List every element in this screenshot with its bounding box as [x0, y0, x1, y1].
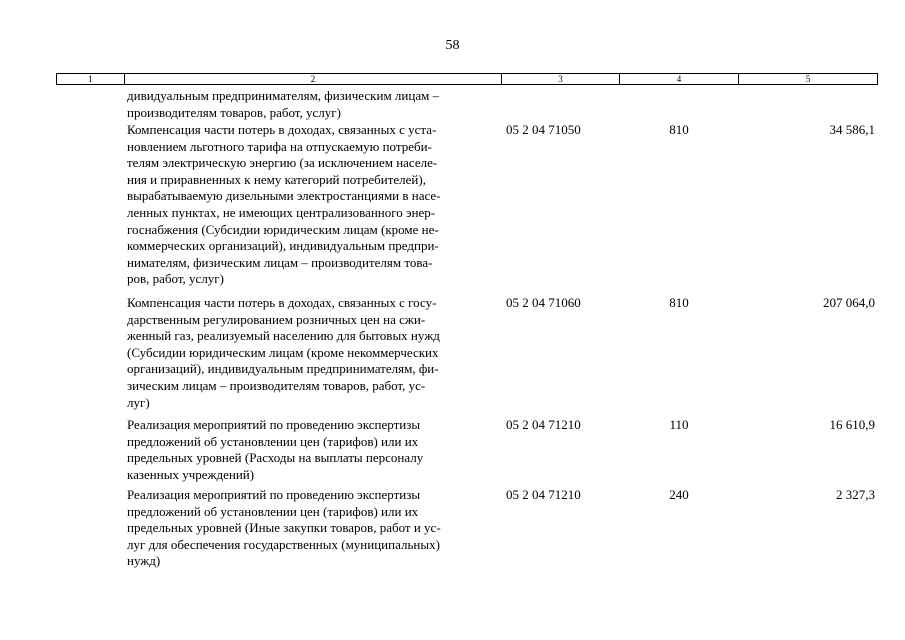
- column-header-5: 5: [805, 74, 811, 84]
- column-header-1: 1: [57, 74, 125, 84]
- row-description: Компенсация части потерь в доходах, связанных с уста- новлением льготного тарифа на отпускаемую потреби- телям электрическую энергию (за исключением населе- ния и приравненных к нему категорий потребителей), вырабатываемую дизельными электростанциями в насе- ленных пунктах, не имеющих централизованного энер- госнабжения (Субсидии юридическим лицам (кроме не- коммерческих организаций), индивидуальным предпри- нимателям, физическим лицам – производителям това- ров, работ, услуг): [127, 122, 441, 287]
- row-description: Реализация мероприятий по проведению экспертизы предложений об установлении цен (тарифов) или их предельных уровней (Иные закупки товаров, работ и ус- луг для обеспечения государственных (муниципальных) нужд): [127, 487, 441, 569]
- row-expense-type: 240: [669, 487, 689, 502]
- continuation-text: дивидуальным предпринимателям, физическим лицам – производителям товаров, работ, услуг): [127, 88, 440, 120]
- row-expense-type: 810: [669, 122, 689, 137]
- row-code: 05 2 04 71060: [506, 295, 581, 310]
- row-amount: 16 610,9: [829, 417, 875, 432]
- row-description: Компенсация части потерь в доходах, связанных с госу- дарственным регулированием розничных цен на сжи- женный газ, реализуемый населению для бытовых нужд (Субсидии юридическим лицам (кроме некоммерческих организаций), индивидуальным предпринимателям, фи- зическим лицам – производителям товаров, работ, ус- луг): [127, 295, 440, 410]
- column-header-2: 2: [125, 74, 502, 84]
- row-amount: 207 064,0: [823, 295, 875, 310]
- page-number: 58: [445, 38, 460, 53]
- row-description: Реализация мероприятий по проведению экспертизы предложений об установлении цен (тарифов) или их предельных уровней (Расходы на выплаты персоналу казенных учреждений): [127, 417, 424, 482]
- row-expense-type: 110: [669, 417, 689, 432]
- column-header-3: 3: [502, 74, 620, 84]
- column-header-4: 4: [620, 74, 739, 84]
- row-expense-type: 810: [669, 295, 689, 310]
- row-amount: 2 327,3: [836, 487, 875, 502]
- column-header-row: [56, 73, 878, 85]
- row-code: 05 2 04 71210: [506, 487, 581, 502]
- row-amount: 34 586,1: [829, 122, 875, 137]
- row-code: 05 2 04 71210: [506, 417, 581, 432]
- row-code: 05 2 04 71050: [506, 122, 581, 137]
